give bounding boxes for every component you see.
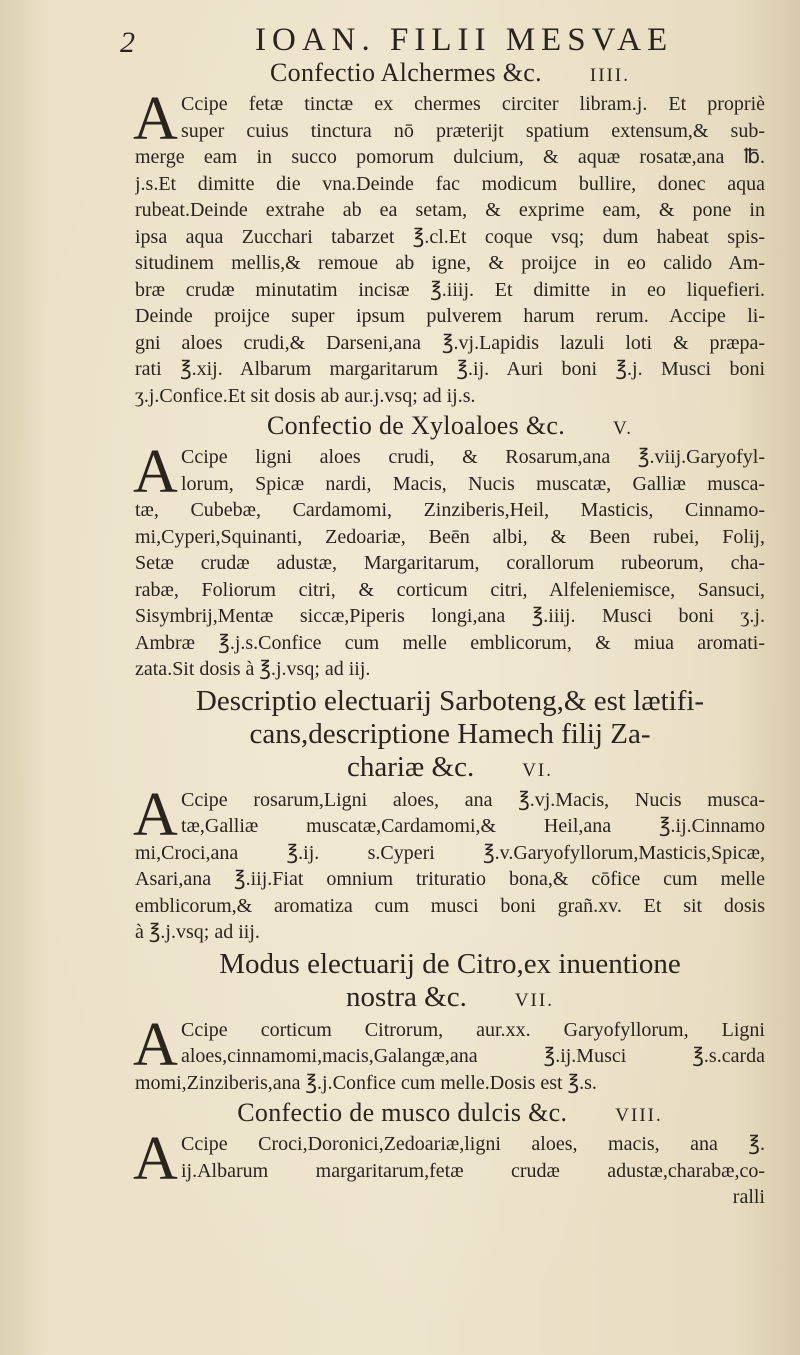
section-title (135, 685, 765, 787)
section-confectio-de-musco (135, 1098, 765, 1211)
drop-cap: A (133, 438, 178, 506)
text-line: Deinde proijce super ipsum pulverem harum rerum. Accipe li- (135, 305, 765, 327)
section-number: V. (613, 418, 634, 439)
section-title (135, 948, 765, 1017)
section-number: VI. (522, 759, 554, 781)
recipe-paragraph (133, 1010, 765, 1097)
section-confectio-alchermes (135, 58, 765, 409)
text-line: ʒ.j.Confice.Et sit dosis ab aur.j.vsq; ad ij.s. (135, 384, 476, 407)
section-title (135, 411, 765, 444)
section-title-text: nostra &c. (346, 980, 467, 1013)
catchword: ralli (732, 1186, 765, 1208)
text-line: Ccipe rosarum,Ligni aloes, ana ℥.vj.Macis, Nucis musca- (181, 788, 765, 811)
text-line: ipsa aqua Zucchari tabarzet ℥.cl.Et coque vsq; dum habeat spis- (135, 225, 765, 248)
section-title-line (135, 751, 765, 787)
text-line: super cuius tinctura nō præterijt spatium extensum,& sub- (181, 119, 765, 142)
text-line: tæ, Cubebæ, Cardamomi, Zinziberis,Heil, Masticis, Cinnamo- (135, 499, 765, 521)
drop-cap: A (133, 1125, 178, 1193)
text-line: momi,Zinziberis,ana ℥.j.Confice cum melle.Dosis est ℥.s. (135, 1071, 597, 1094)
text-line: emblicorum,& aromatiza cum musci boni grañ.xv. Et sit dosis (135, 894, 765, 917)
text-line: ij.Albarum margaritarum,fetæ crudæ adustæ,charabæ,co- (181, 1159, 765, 1182)
recipe-paragraph (133, 438, 765, 683)
text-line: mi,Cyperi,Squinanti, Zedoariæ, Beēn albi, & Been rubei, Folij, (135, 525, 765, 548)
section-title-line: Modus electuarij de Citro,ex inuentione (219, 947, 681, 980)
section-confectio-xyloaloes (135, 411, 765, 683)
running-head: IOAN. FILII MESVAE (255, 22, 674, 58)
section-number: VIII. (615, 1105, 663, 1126)
section-electuarium-sarboteng (135, 685, 765, 946)
section-number: IIII. (589, 65, 630, 86)
section-title (135, 1098, 765, 1131)
text-line: bræ crudæ minutatim incisæ ℥.iiij. Et dimitte in eo liquefieri. (135, 278, 765, 301)
text-line: lorum, Spicæ nardi, Macis, Nucis muscatæ, Galliæ musca- (181, 472, 765, 495)
recipe-paragraph (133, 780, 765, 946)
text-line: mi,Croci,ana ℥.ij. s.Cyperi ℥.v.Garyofyllorum,Masticis,Spicæ, (135, 841, 765, 864)
recipe-paragraph (133, 1125, 765, 1211)
section-title-line: cans,descriptione Hamech filij Za- (249, 717, 651, 750)
section-title-text: chariæ &c. (346, 750, 475, 783)
text-line: j.s.Et dimitte die vna.Deinde fac modicum bullire, donec aqua (135, 172, 765, 195)
text-block (135, 58, 765, 1211)
section-number: VII. (514, 989, 554, 1011)
section-title-line (135, 981, 765, 1017)
text-line: aloes,cinnamomi,macis,Galangæ,ana ℥.ij.Musci ℥.s.carda (181, 1045, 765, 1067)
text-line: Ambræ ℥.j.s.Confice cum melle emblicorum, & miua aromati- (135, 631, 765, 654)
text-line: gni aloes crudi,& Darseni,ana ℥.vj.Lapidis lazuli loti & præpa- (135, 331, 765, 354)
text-line: rabæ, Foliorum citri, & corticum citri, Alfeleniemisce, Sansuci, (135, 578, 765, 601)
section-title (135, 58, 765, 91)
text-line: Ccipe fetæ tinctæ ex chermes circiter libram.j. Et propriè (181, 93, 765, 115)
section-title-line: Descriptio electuarij Sarboteng,& est lætifi- (195, 684, 705, 717)
text-line: rati ℥.xij. Albarum margaritarum ℥.ij. Auri boni ℥.j. Musci boni (135, 358, 765, 380)
text-line: Setæ crudæ adustæ, Margaritarum, corallorum rubeorum, cha- (135, 552, 765, 574)
text-line: Asari,ana ℥.iij.Fiat omnium trituratio bona,& cōfice cum melle (135, 868, 765, 890)
page-header (0, 18, 800, 58)
section-title-text: Confectio Alchermes &c. (270, 58, 542, 87)
text-line: tæ,Galliæ muscatæ,Cardamomi,& Heil,ana ℥.ij.Cinnamo (181, 815, 765, 837)
text-line: Sisymbrij,Mentæ siccæ,Piperis longi,ana ℥.iiij. Musci boni ʒ.j. (135, 605, 765, 627)
text-line: à ℥.j.vsq; ad iij. (135, 921, 260, 943)
text-line: Ccipe ligni aloes crudi, & Rosarum,ana ℥.viij.Garyofyl- (181, 446, 765, 468)
page-number: 2 (120, 26, 135, 59)
section-title-text: Confectio de Xyloaloes &c. (266, 411, 566, 440)
text-line: situdinem mellis,& remoue ab igne, & proijce in eo calido Am- (135, 252, 765, 274)
text-line: rubeat.Deinde extrahe ab ea setam, & exprime eam, & pone in (135, 199, 765, 221)
drop-cap: A (133, 1010, 178, 1079)
text-line: zata.Sit dosis à ℥.j.vsq; ad iij. (135, 658, 371, 680)
recipe-paragraph (133, 85, 765, 409)
section-title-text: Confectio de musco dulcis &c. (237, 1098, 568, 1127)
text-line: Ccipe corticum Citrorum, aur.xx. Garyofyllorum, Ligni (181, 1018, 765, 1041)
section-electuarium-de-citro (135, 948, 765, 1097)
text-line: Ccipe Croci,Doronici,Zedoariæ,ligni aloes, macis, ana ℥. (181, 1133, 765, 1155)
drop-cap: A (133, 85, 178, 153)
text-line: merge eam in succo pomorum dulcium, & aquæ rosatæ,ana ℔. (135, 146, 765, 168)
drop-cap: A (133, 780, 178, 849)
